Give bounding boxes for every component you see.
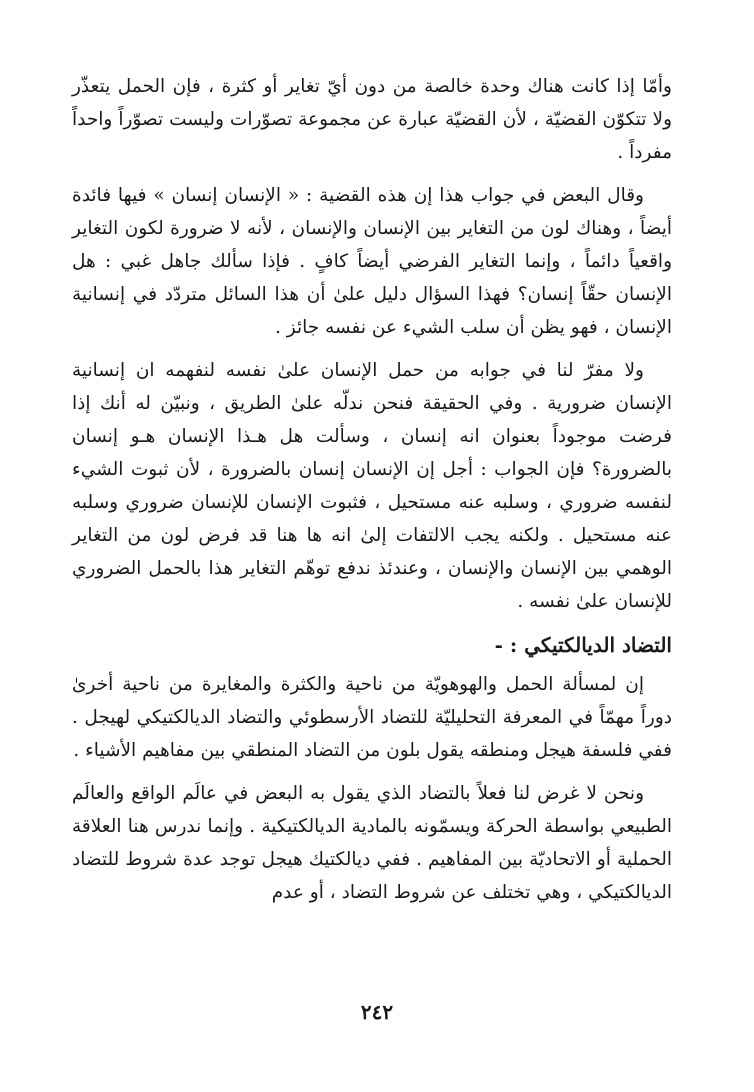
paragraph-2: وقال البعض في جواب هذا إن هذه القضية : « الإنسان إنسان » فيها فائدة أيضاً ، وهناك لون من التغاير بين الإنسان والإنسان ، لأنه لا ضرورة لكون التغاير واقعياً دائماً ، وإنما التغاير الفرضي أيضاً كافٍ . فإذا سألك جاهل غبي : هل الإنسان حقّاً إنسان؟ فهذا السؤال دليل علىٰ أن هذا السائل متردّد في إنسانية الإنسان ، فهو يظن أن سلب الشيء عن نفسه جائز . bbox=[72, 185, 672, 338]
paragraph-4: إن لمسألة الحمل والهوهويّة من ناحية والكثرة والمغايرة من ناحية أخرىٰ دوراً مهمّاً في المعرفة التحليليّة للتضاد الأرسطوئي والتضاد الديالكتيكي لهيجل . ففي فلسفة هيجل ومنطقه يقول بلون من التضاد المنطقي بين مفاهيم الأشياء . bbox=[72, 674, 672, 761]
page-body bbox=[72, 70, 672, 919]
paragraph-5: ونحن لا غرض لنا فعلاً بالتضاد الذي يقول به البعض في عالَم الواقع والعالَم الطبيعي بواسطة الحركة ويسمّونه بالمادية الديالكتيكية . وإنما ندرس هنا العلاقة الحملية أو الاتحاديّة بين المفاهيم . ففي ديالكتيك هيجل توجد عدة شروط للتضاد الديالكتيكي ، وهي تختلف عن شروط التضاد ، أو عدم bbox=[72, 783, 672, 903]
paragraph-3: ولا مفرّ لنا في جوابه من حمل الإنسان علىٰ نفسه لنفهمه ان إنسانية الإنسان ضرورية . وفي الحقيقة فنحن ندلّه علىٰ الطريق ، ونبيّن له أنك إذا فرضت موجوداً بعنوان انه إنسان ، وسألت هل هـذا الإنسان هـو إنسان بالضرورة؟ فإن الجواب : أجل إن الإنسان إنسان بالضرورة ، لأن ثبوت الشيء لنفسه ضروري ، وسلبه عنه مستحيل ، فثبوت الإنسان للإنسان ضروري وسلبه عنه مستحيل . ولكنه يجب الالتفات إلىٰ انه ها هنا قد فرض لون من التغاير الوهمي بين الإنسان والإنسان ، وعندئذ ندفع توهّم التغاير هذا بالحمل الضروري للإنسان علىٰ نفسه . bbox=[72, 360, 672, 612]
page-number: ٢٤٢ bbox=[360, 1000, 394, 1024]
section-heading: التضاد الديالكتيكي : - bbox=[494, 633, 672, 657]
paragraph-1: وأمّا إذا كانت هناك وحدة خالصة من دون أيّ تغاير أو كثرة ، فإن الحمل يتعذّر ولا تتكوّن القضيّة ، لأن القضيّة عبارة عن مجموعة تصوّرات وليست تصوّراً واحداً مفرداً . bbox=[72, 76, 672, 163]
